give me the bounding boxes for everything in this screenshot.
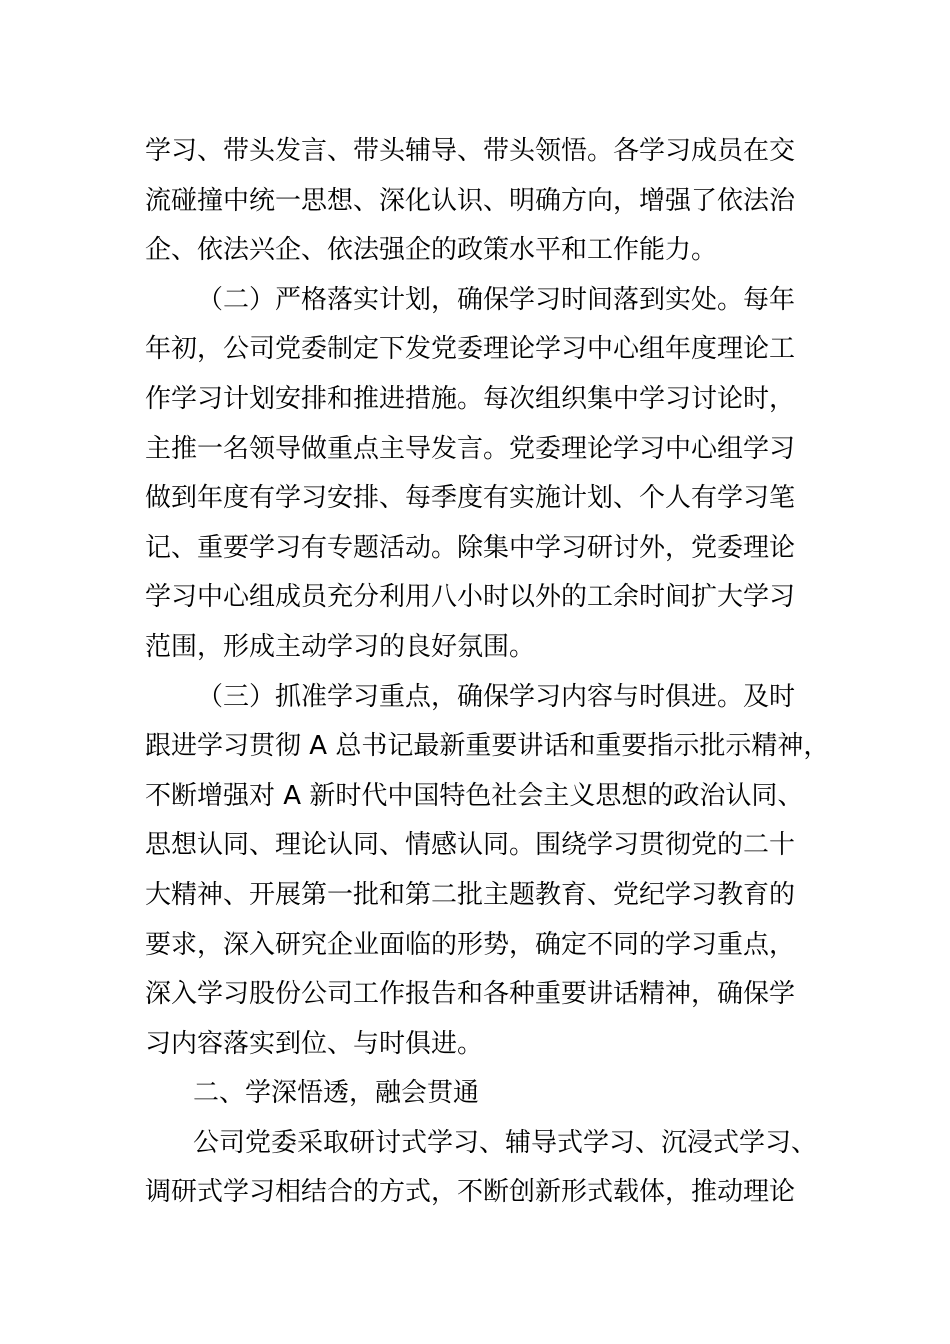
- text-line: 要求，深入研究企业面临的形势，确定不同的学习重点，: [145, 929, 796, 960]
- text-line: 大精神、开展第一批和第二批主题教育、党纪学习教育的: [145, 879, 796, 910]
- text-line: 流碰撞中统一思想、深化认识、明确方向，增强了依法治: [145, 185, 796, 216]
- text-line: 做到年度有学习安排、每季度有实施计划、个人有学习笔: [145, 483, 796, 514]
- chapter-heading: 二、学深悟透，融会贯通: [193, 1078, 480, 1109]
- body-text: [145, 127, 835, 1218]
- text-line: 跟进学习贯彻 A 总书记最新重要讲话和重要指示批示精神，: [145, 731, 830, 762]
- text-line: 公司党委采取研讨式学习、辅导式学习、沉浸式学习、: [193, 1127, 818, 1158]
- text-line: 记、重要学习有专题活动。除集中学习研讨外，党委理论: [145, 532, 796, 563]
- section-heading: （二）严格落实计划，确保学习时间落到实处。每年: [197, 284, 796, 315]
- text-line: 作学习计划安排和推进措施。每次组织集中学习讨论时，: [145, 383, 796, 414]
- text-line: 不断增强对 A 新时代中国特色社会主义思想的政治认同、: [145, 780, 804, 811]
- text-line: 主推一名领导做重点主导发言。党委理论学习中心组学习: [145, 433, 796, 464]
- text-line: 学习中心组成员充分利用八小时以外的工余时间扩大学习: [145, 582, 796, 613]
- text-line: 范围，形成主动学习的良好氛围。: [145, 631, 536, 662]
- text-line: 学习、带头发言、带头辅导、带头领悟。各学习成员在交: [145, 136, 796, 166]
- text-line: 企、依法兴企、依法强企的政策水平和工作能力。: [145, 235, 718, 266]
- section-heading: （三）抓准学习重点，确保学习内容与时俱进。及时: [197, 681, 796, 712]
- text-line: 深入学习股份公司工作报告和各种重要讲话精神，确保学: [145, 979, 796, 1010]
- text-line: 调研式学习相结合的方式，不断创新形式载体，推动理论: [145, 1177, 796, 1208]
- text-line: 习内容落实到位、与时俱进。: [145, 1028, 484, 1059]
- text-line: 思想认同、理论认同、情感认同。围绕学习贯彻党的二十: [145, 830, 796, 861]
- text-line: 年初，公司党委制定下发党委理论学习中心组年度理论工: [145, 334, 796, 365]
